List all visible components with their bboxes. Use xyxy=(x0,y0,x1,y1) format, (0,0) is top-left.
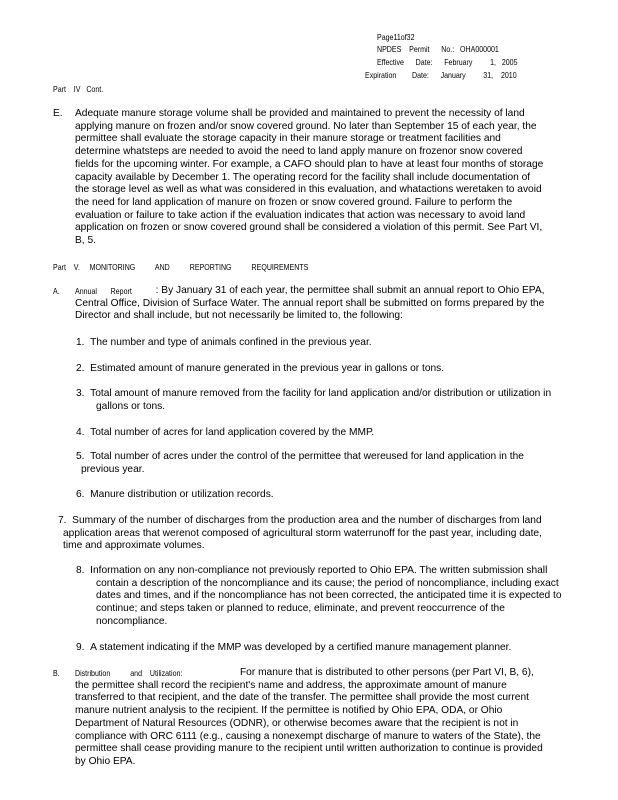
list-item: 5. Total number of acres under the control of the permittee that wereused for land application in the previous year. xyxy=(76,451,524,475)
list-item: 3. Total amount of manure removed from the facility for land application and/or distribution or utilization in gallons or tons. xyxy=(76,388,552,412)
section-a-heading-1: Annual xyxy=(75,286,97,296)
part-iv-heading: Part IV Cont. xyxy=(53,84,104,94)
expiration-label: Expiration xyxy=(365,70,397,80)
section-a-heading-2: Report xyxy=(110,286,132,296)
section-a-letter: A. xyxy=(53,286,60,296)
section-e-letter: E. xyxy=(53,108,63,119)
page-number: Page11of32 xyxy=(377,32,415,42)
expiration-day: 31, xyxy=(483,70,494,80)
no-label: No.: xyxy=(441,44,455,54)
section-a-text xyxy=(75,285,545,323)
section-b-heading-1: Distribution xyxy=(75,668,111,678)
effective-date-line xyxy=(377,56,548,68)
list-item: 8. Information on any non-compliance not previously reported to Ohio EPA. The written submission shall contain a description of the noncompliance and its cause; the period of noncompliance, including exact dates and times, and if the noncompliance has not been corrected, the anticipated time it is expected to continue; and steps taken or planned to reduce, eliminate, and prevent reoccurrence of the noncompliance. xyxy=(76,565,562,627)
section-a-body: : By January 31 of each year, the permittee shall submit an annual report to Ohio EPA, Central Office, Division of Surface Water. The annual report shall be submitted on forms prepared by the Director and shall include, but not necessarily be limited to, the following: xyxy=(75,285,545,322)
effective-date-label: Date: xyxy=(415,57,433,67)
expiration-month: January xyxy=(440,70,466,80)
permit-number-line xyxy=(377,43,526,55)
list-item: 7. Summary of the number of discharges from the production area and the number of discharges from land application areas that werenot composed of agricultural storm waterrunoff for the past year, including date, time and approximate volumes. xyxy=(58,515,542,552)
effective-day: 1, xyxy=(490,57,496,67)
effective-month: February xyxy=(444,57,473,67)
section-b-text xyxy=(75,667,545,769)
permit-label: Permit xyxy=(409,44,430,54)
permit-number: OHA000001 xyxy=(460,44,499,54)
section-b-heading-2: and xyxy=(130,668,143,678)
section-b-body: For manure that is distributed to other persons (per Part VI, B, 6), the permittee shall record the recipient's name and address, the approximate amount of manure transferred to that recipient, and the date of the transfer. The permittee shall provide the most current manure nutrient analysis to the recipient. If the permittee is notified by Ohio EPA, ODA, or Ohio Department of Natural Resources (ODNR), or otherwise becomes aware that the recipient is not in compliance with ORC 6111 (e.g., causing a nonexempt discharge of manure to waters of the State), the permittee shall cease providing manure to the recipient until written authorization to continue is provided by Ohio EPA. xyxy=(75,667,543,767)
section-b-letter: B. xyxy=(53,668,60,678)
expiration-date-line xyxy=(365,69,550,81)
list-item: 6. Manure distribution or utilization records. xyxy=(76,489,274,500)
list-item: 9. A statement indicating if the MMP was developed by a certified manure management planner. xyxy=(76,642,512,653)
section-e-text: Adequate manure storage volume shall be provided and maintained to prevent the necessity of land applying manure on frozen and/or snow covered ground. No later than September 15 of each year, the permittee shall evaluate the storage capacity in their manure storage or treatment facilities and determine whatsteps are needed to avoid the need to land apply manure on frozenor snow covered fields for the upcoming winter. For example, a CAFO should plan to have at least four months of storage capacity available by December 1. The operating record for the facility shall include documentation of the storage level as well as what was considered in this evaluation, and whatactions weretaken to avoid the need for land application of manure on frozen or snow covered ground. Failure to perform the evaluation or failure to take action if the evaluation indicates that action was necessary to avoid land application on frozen or snow covered ground shall be considered a violation of this permit. See Part VI, B, 5. xyxy=(75,108,544,247)
expiration-date-label: Date: xyxy=(412,70,429,80)
effective-year: 2005 xyxy=(501,57,518,67)
expiration-year: 2010 xyxy=(500,70,517,80)
section-b-heading-3: Utilization: xyxy=(149,668,183,678)
npdes-label: NPDES xyxy=(377,44,402,54)
list-item: 1. The number and type of animals confined in the previous year. xyxy=(76,337,372,348)
list-item: 4. Total number of acres for land application covered by the MMP. xyxy=(76,427,375,438)
list-item: 2. Estimated amount of manure generated in the previous year in gallons or tons. xyxy=(76,363,445,374)
effective-label: Effective xyxy=(377,57,404,67)
part-v-heading: Part V. MONITORING AND REPORTING REQUIREMENTS xyxy=(53,262,309,272)
